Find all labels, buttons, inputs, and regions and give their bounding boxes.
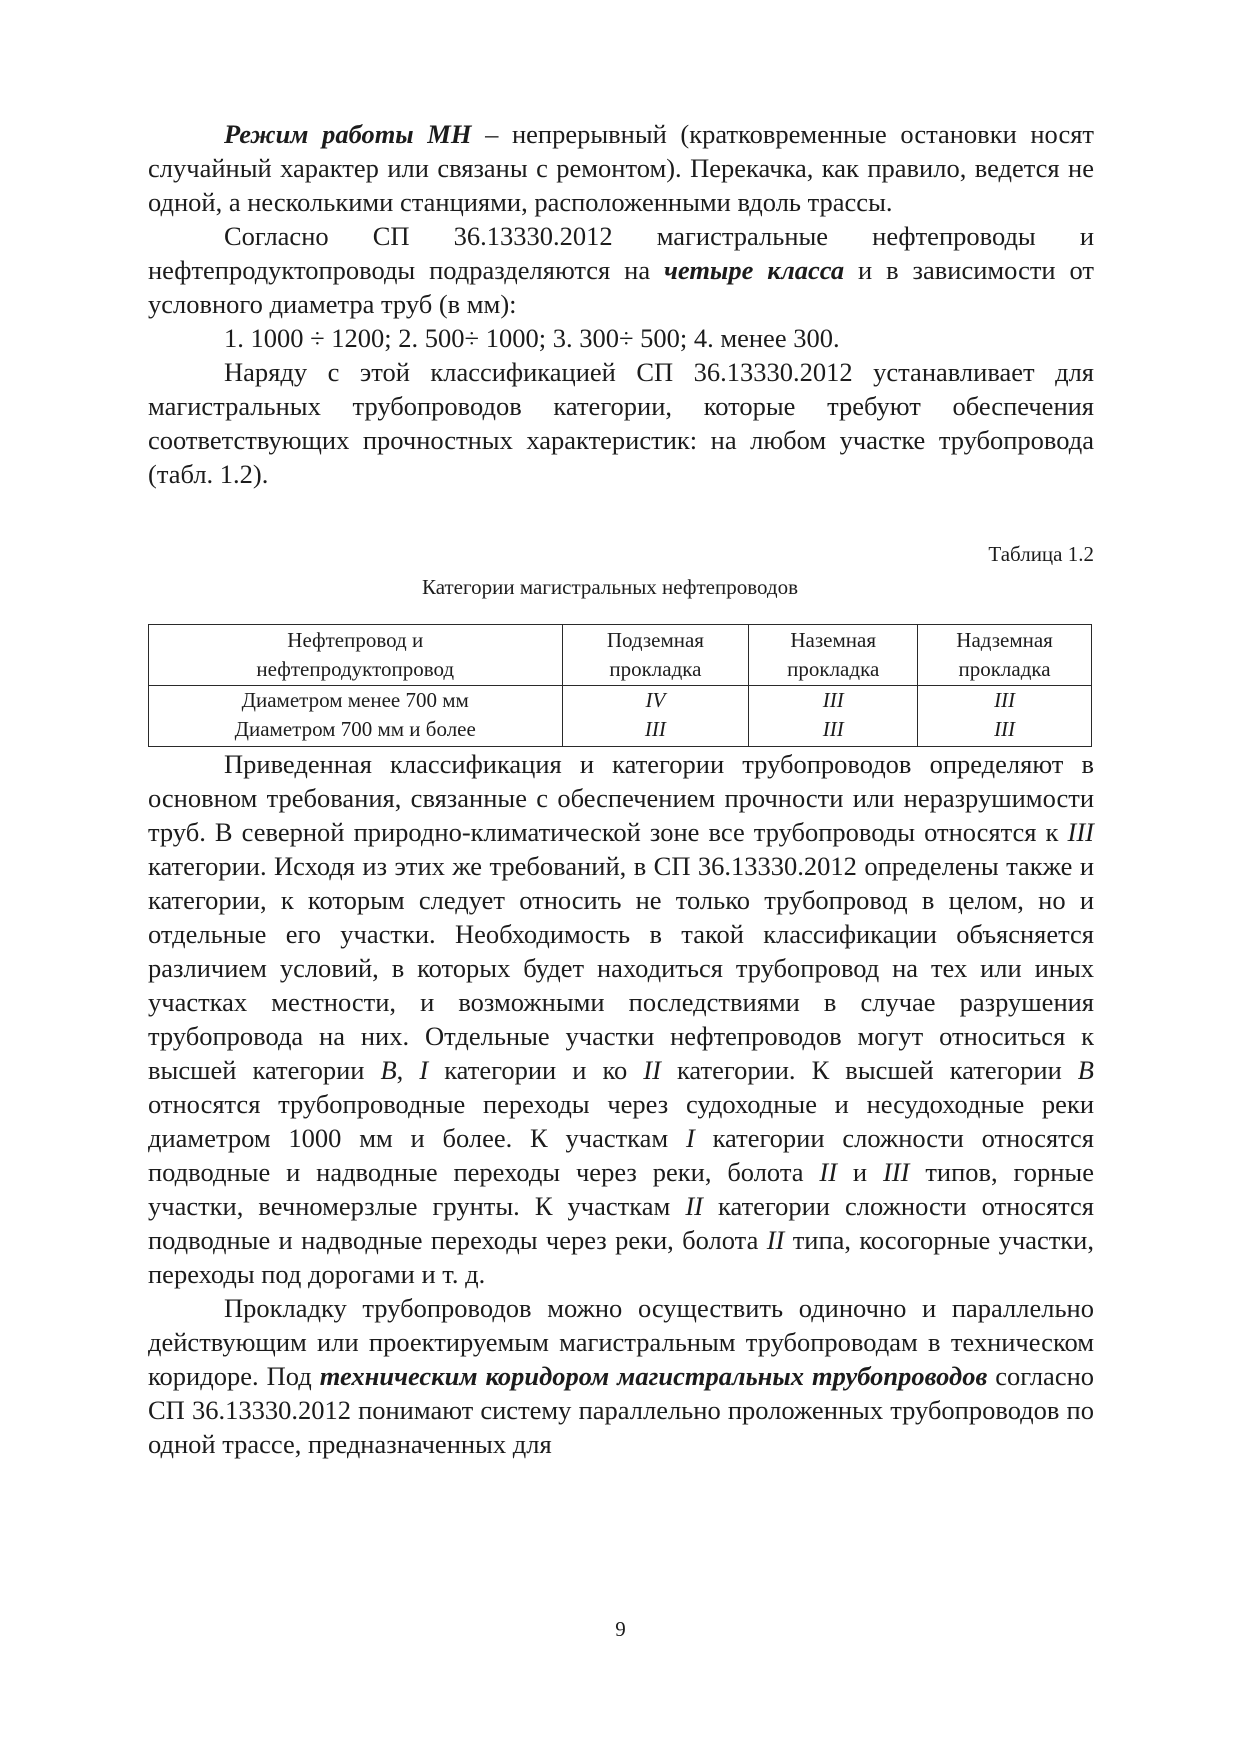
- pipeline-categories-table: [148, 624, 1092, 747]
- header-underground: Подземная прокладка: [562, 625, 749, 686]
- term-four-classes: четыре класса: [664, 255, 845, 285]
- table-header-row: [149, 625, 1092, 686]
- paragraph-classes: Согласно СП 36.13330.2012 магистральные нефтепроводы и нефтепродуктопроводы подразделяются на четыре класса и в зависимости от условного диаметра труб (в мм):: [148, 221, 1094, 319]
- header-pipeline: Нефтепровод и нефтепродуктопровод: [149, 625, 563, 686]
- cell-ground-category: III III: [749, 686, 918, 747]
- term-operation-mode: Режим работы МН: [224, 119, 472, 149]
- header-aboveground: Надземная прокладка: [918, 625, 1092, 686]
- cell-aboveground-category: III III: [918, 686, 1092, 747]
- paragraph-operation-mode: Режим работы МН – непрерывный (кратковременные остановки носят случайный характер или связаны с ремонтом). Перекачка, как правило, ведется не одной, а несколькими станциями, расположенными вдоль трассы.: [148, 119, 1094, 217]
- table-row: [149, 686, 1092, 747]
- cell-underground-category: IV III: [562, 686, 749, 747]
- paragraph-categories-intro: Наряду с этой классификацией СП 36.13330.2012 устанавливает для магистральных трубопроводов категории, которые требуют обеспечения соответствующих прочностных характеристик: на любом участке трубопровода (табл. 1.2).: [148, 357, 1094, 489]
- page-content: [148, 117, 1094, 1461]
- diameter-class-list: 1. 1000 ÷ 1200; 2. 500÷ 1000; 3. 300÷ 500; 4. менее 300.: [224, 323, 840, 353]
- paragraph-technical-corridor: Прокладку трубопроводов можно осуществить одиночно и параллельно действующим или проектируемым магистральным трубопроводам в техническом коридоре. Под техническим коридором магистральных трубопроводов согласно СП 36.13330.2012 понимают систему параллельно проложенных трубопроводов по одной трассе, предназначенных для: [148, 1293, 1095, 1459]
- page-number: 9: [615, 1617, 626, 1641]
- cell-diameter: Диаметром менее 700 мм Диаметром 700 мм и более: [149, 686, 563, 747]
- paragraph-classification-details: Приведенная классификация и категории трубопроводов определяют в основном требования, связанные с обеспечением прочности или неразрушимости труб. В северной природно-климатической зоне все трубопроводы относятся к III категории. Исходя из этих же требований, в СП 36.13330.2012 определены также и категории, к которым следует относить не только трубопровод в целом, но и отдельные его участки. Необходимость в такой классификации объясняется различием условий, в которых будет находиться трубопровод на тех или иных участках местности, и возможными последствиями в случае разрушения трубопровода на них. Отдельные участки нефтепроводов могут относиться к высшей категории В, I категории и ко II категории. К высшей категории В относятся трубопроводные переходы через судоходные и несудоходные реки диаметром 1000 мм и более. К участкам I категории сложности относятся подводные и надводные переходы через реки, болота II и III типов, горные участки, вечномерзлые грунты. К участкам II категории сложности относятся подводные и надводные переходы через реки, болота II типа, косогорные участки, переходы под дорогами и т. д.: [148, 749, 1094, 1289]
- table-caption: Категории магистральных нефтепроводов: [422, 575, 798, 599]
- header-ground: Наземная прокладка: [749, 625, 918, 686]
- table-number: Таблица 1.2: [988, 542, 1094, 566]
- term-technical-corridor: техническим коридором магистральных трубопроводов: [319, 1361, 988, 1391]
